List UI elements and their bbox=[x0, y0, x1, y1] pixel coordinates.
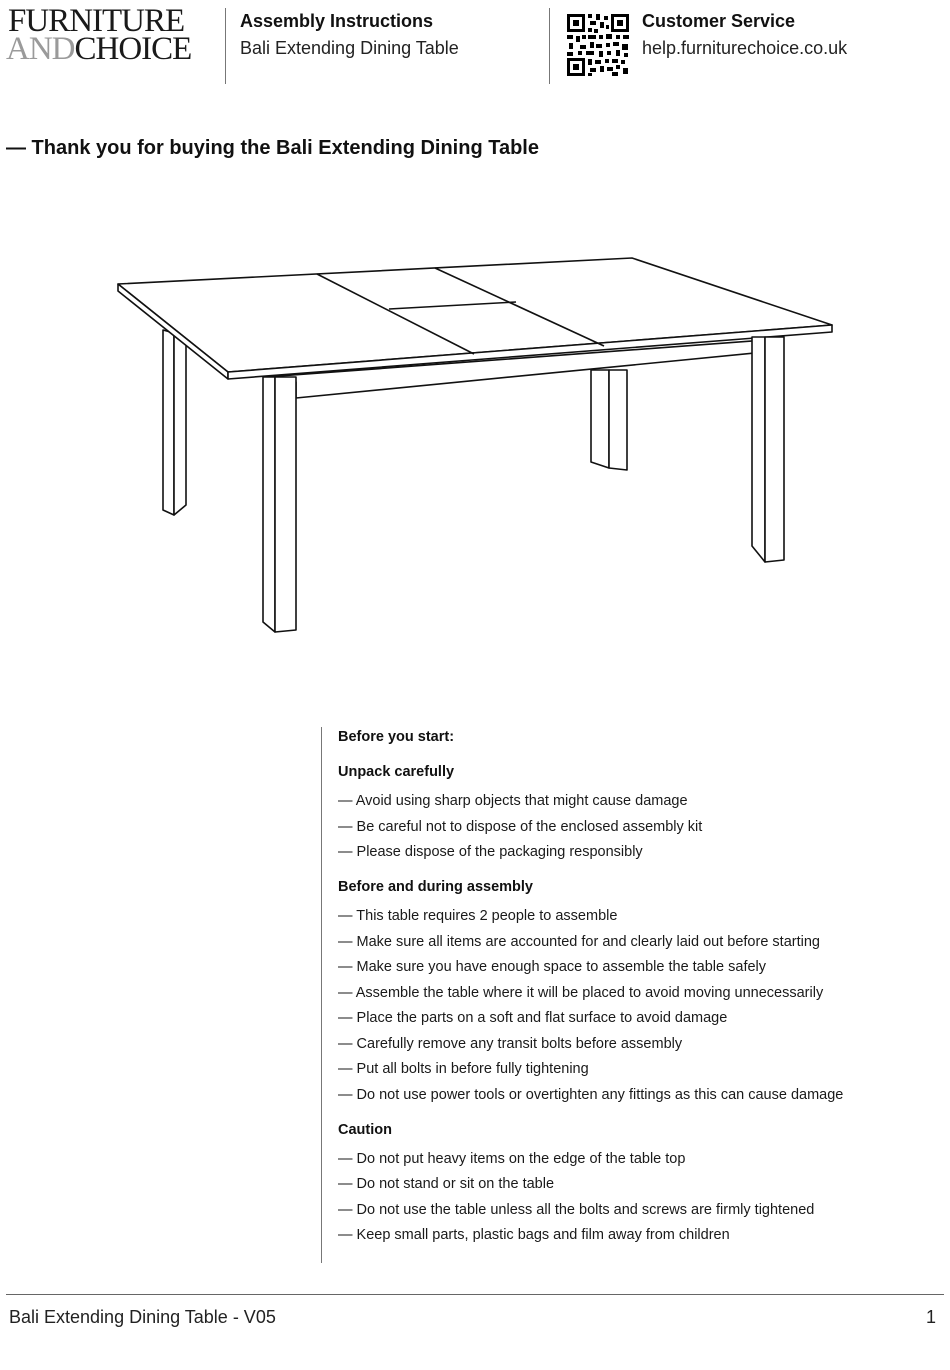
list-item: — Be careful not to dispose of the enclosed assembly kit bbox=[338, 818, 703, 835]
list-item: — Carefully remove any transit bolts before assembly bbox=[338, 1035, 683, 1052]
dining-table-drawing bbox=[0, 240, 950, 650]
list-item: — Put all bolts in before fully tightening bbox=[338, 1061, 589, 1077]
customer-service-link[interactable]: help.furniturechoice.co.uk bbox=[642, 38, 848, 58]
product-name: Bali Extending Dining Table bbox=[240, 38, 459, 58]
section-title: Before and during assembly bbox=[338, 879, 533, 895]
list-item: — Make sure you have enough space to assemble the table safely bbox=[338, 959, 767, 975]
page-number: 1 bbox=[926, 1307, 937, 1327]
qr-code-icon[interactable] bbox=[566, 13, 630, 77]
list-item: — Please dispose of the packaging responsibly bbox=[338, 844, 643, 860]
before-you-start-heading: Before you start: bbox=[338, 729, 455, 745]
footer-doc-version: Bali Extending Dining Table - V05 bbox=[9, 1307, 276, 1327]
header-divider-left bbox=[225, 8, 226, 84]
instructions-block bbox=[338, 727, 928, 1245]
list-item: — Keep small parts, plastic bags and film away from children bbox=[338, 1227, 730, 1243]
brand-logo-and: AND bbox=[6, 31, 75, 67]
brand-logo-choice: CHOICE bbox=[74, 31, 192, 67]
list-item: — Do not stand or sit on the table bbox=[338, 1176, 555, 1192]
instructions-divider bbox=[321, 727, 322, 1263]
footer-divider bbox=[6, 1294, 944, 1295]
list-item: — Avoid using sharp objects that might cause damage bbox=[338, 793, 688, 809]
list-item: — This table requires 2 people to assemble bbox=[338, 908, 618, 924]
list-item: — Do not put heavy items on the edge of the table top bbox=[338, 1150, 686, 1167]
brand-logo-line1: FURNITURE bbox=[8, 3, 185, 39]
section-title: Caution bbox=[338, 1121, 392, 1138]
list-item: — Do not use the table unless all the bolts and screws are firmly tightened bbox=[338, 1201, 815, 1218]
list-item: — Do not use power tools or overtighten any fittings as this can cause damage bbox=[338, 1086, 844, 1103]
list-item: — Assemble the table where it will be placed to avoid moving unnecessarily bbox=[338, 984, 824, 1001]
list-item: — Make sure all items are accounted for and clearly laid out before starting bbox=[338, 933, 820, 950]
header-divider-right bbox=[549, 8, 550, 84]
list-item: — Place the parts on a soft and flat surface to avoid damage bbox=[338, 1010, 728, 1026]
brand-logo-line2 bbox=[6, 31, 192, 67]
section-title: Unpack carefully bbox=[338, 764, 455, 780]
doc-type-title: Assembly Instructions bbox=[240, 11, 434, 31]
customer-service-title: Customer Service bbox=[642, 11, 796, 31]
thank-you-heading: — Thank you for buying the Bali Extending Dining Table bbox=[6, 137, 539, 159]
